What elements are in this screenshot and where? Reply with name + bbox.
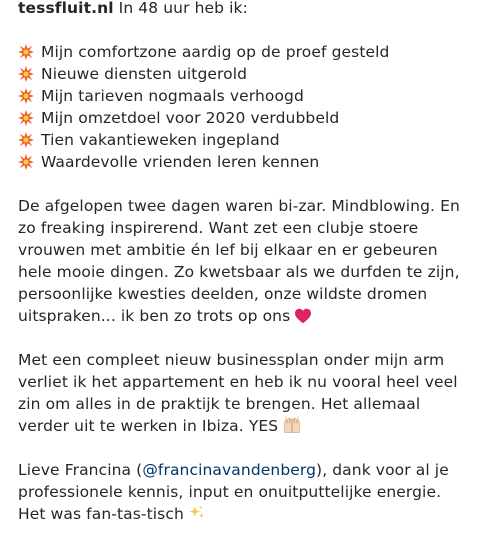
collision-burst-icon <box>18 132 34 148</box>
bullet-list <box>18 41 478 173</box>
paragraph-line: uitspraken... ik ben zo trots op ons <box>18 307 291 325</box>
paragraph-line: hele mooie dingen. Zo kwetsbaar als we durfden te zijn, <box>18 263 460 281</box>
paragraph-line: vrouwen met ambitie én lef bij elkaar en er gebeuren <box>18 241 438 259</box>
bullet-text: Tien vakantieweken ingepland <box>41 131 280 149</box>
paragraph-line <box>18 459 478 481</box>
paragraph-line: verder uit te werken in Ibiza. YES <box>18 417 279 435</box>
paragraph-line: De afgelopen twee dagen waren bi-zar. Mindblowing. En <box>18 197 460 215</box>
list-item <box>18 41 478 63</box>
list-item <box>18 107 478 129</box>
bullet-text: Mijn tarieven nogmaals verhoogd <box>41 87 304 105</box>
list-item <box>18 151 478 173</box>
paragraph-line: Het was fan-tas-tisch <box>18 505 184 523</box>
mention-link[interactable]: @francinavandenberg <box>142 461 317 479</box>
paragraph-line-with-sparkles <box>18 503 478 525</box>
paragraph-line: zin om alles in de praktijk te brengen. Het allemaal <box>18 395 421 413</box>
red-heart-icon <box>294 308 312 324</box>
username-link[interactable]: tessfluit.nl <box>18 0 114 17</box>
raising-hands-icon <box>282 416 302 434</box>
bullet-text: Nieuwe diensten uitgerold <box>41 65 248 83</box>
text-segment: ), dank voor al je <box>316 461 449 479</box>
text-segment: Lieve Francina ( <box>18 461 143 479</box>
caption-paragraph-2 <box>18 349 478 437</box>
paragraph-line: verliet ik het appartement en heb ik nu vooral heel veel <box>18 373 458 391</box>
post-caption <box>18 0 478 547</box>
bullet-text: Waardevolle vrienden leren kennen <box>41 153 320 171</box>
list-item <box>18 85 478 107</box>
collision-burst-icon <box>18 110 34 126</box>
collision-burst-icon <box>18 88 34 104</box>
paragraph-line: persoonlijke kwesties deelden, onze wildste dromen <box>18 285 428 303</box>
paragraph-line-with-hands <box>18 415 478 437</box>
bullet-text: Mijn comfortzone aardig op de proef gesteld <box>41 43 390 61</box>
list-item <box>18 129 478 151</box>
paragraph-line: Met een compleet nieuw businessplan onder mijn arm <box>18 351 445 369</box>
caption-paragraph-1 <box>18 195 478 327</box>
caption-intro: In 48 uur heb ik: <box>113 0 248 17</box>
list-item <box>18 63 478 85</box>
paragraph-line: zo freaking inspirerend. Want zet een clubje stoere <box>18 219 419 237</box>
bullet-text: Mijn omzetdoel voor 2020 verdubbeld <box>41 109 340 127</box>
sparkles-icon <box>188 504 206 522</box>
collision-burst-icon <box>18 66 34 82</box>
collision-burst-icon <box>18 154 34 170</box>
caption-paragraph-3 <box>18 459 478 525</box>
caption-header <box>18 0 478 19</box>
collision-burst-icon <box>18 44 34 60</box>
paragraph-line: professionele kennis, input en onuitputtelijke energie. <box>18 483 442 501</box>
paragraph-line-with-heart <box>18 305 478 327</box>
